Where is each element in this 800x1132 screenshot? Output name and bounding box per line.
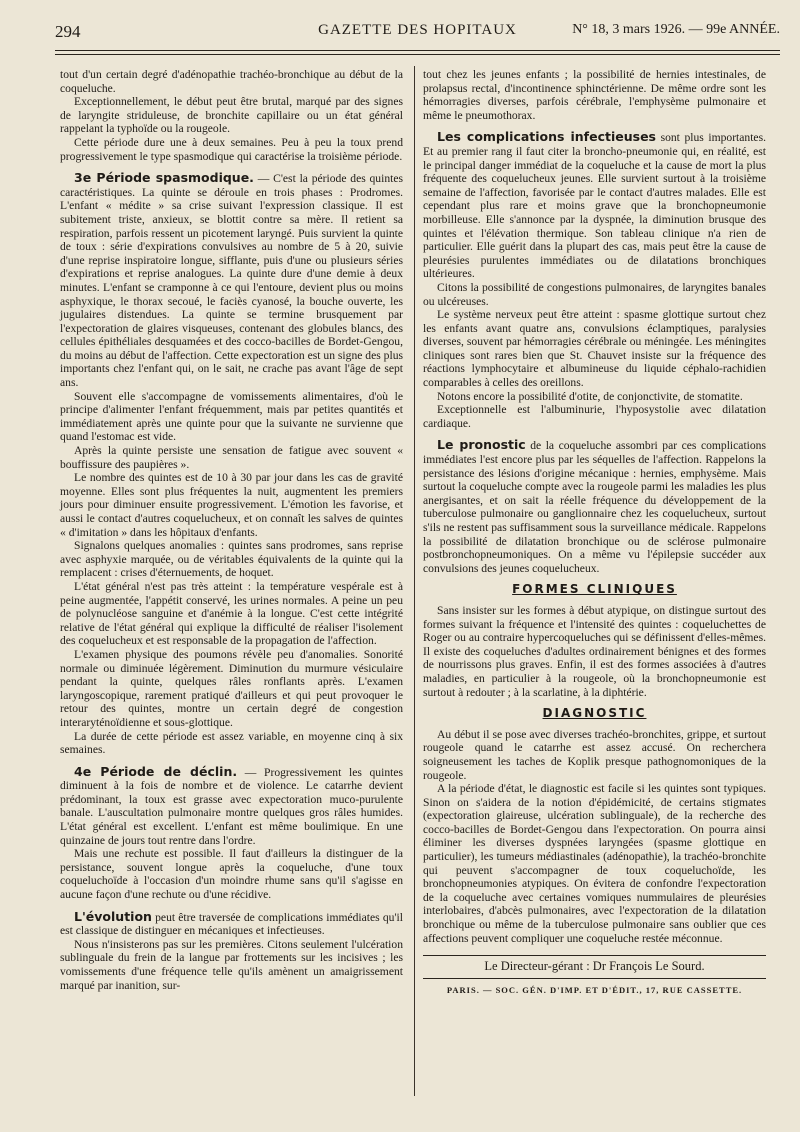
paragraph: Nous n'insisterons pas sur les premières. Citons seulement l'ulcération sublinguale du frein de la langue par frottements sur les incisives ; les vomissements d'une fréquence telle qu'ils amènent un amaigrissement marqué par inanition, sur- xyxy=(60,937,403,992)
paragraph: Souvent elle s'accompagne de vomissements alimentaires, d'où le principe d'alimenter l'enfant fréquemment, mais par petites quantités et immédiatement après une quinte pour que la suivante ne survienne que quand l'estomac est vide. xyxy=(60,389,403,444)
heading-complications: Les complications infectieuses xyxy=(437,129,656,145)
paragraph: Exceptionnelle est l'albuminurie, l'hyposystolie avec dilatation cardiaque. xyxy=(423,403,766,430)
heading-spasmodique: 3e Période spasmodique. xyxy=(74,170,254,186)
header-rule xyxy=(55,50,780,51)
paragraph: Au début il se pose avec diverses trachéo-bronchites, grippe, et surtout rougeole quand le catarrhe est assez accusé. On recherchera soigneusement les taches de Koplik presque pathognomoniques de la rougeole. xyxy=(423,727,766,782)
paragraph: Notons encore la possibilité d'otite, de conjonctivite, de stomatite. xyxy=(437,389,743,403)
footer-rule xyxy=(423,955,766,956)
paragraph xyxy=(423,130,766,281)
paragraph: Exceptionnellement, le début peut être brutal, marqué par des signes de laryngite striduleuse, de bronchite capillaire ou un état général rappelant la typhoïde ou la rougeole. xyxy=(60,95,403,136)
paragraph-text: peut être traversée de complications immédiates qu'il est classique de distinguer en mécaniques et infectieuses. xyxy=(60,910,403,938)
page-number: 294 xyxy=(55,22,81,41)
heading-pronostic: Le pronostic xyxy=(437,437,526,453)
paragraph: tout d'un certain degré d'adénopathie trachéo-bronchique au début de la coqueluche. xyxy=(60,68,403,95)
page-header xyxy=(55,18,780,46)
header-rule-thin xyxy=(55,54,780,55)
paragraph: La durée de cette période est assez variable, en moyenne cinq à six semaines. xyxy=(60,729,403,757)
journal-title: GAZETTE DES HOPITAUX xyxy=(318,22,517,38)
imprint-line: PARIS. — SOC. GÉN. D'IMP. ET D'ÉDIT., 17, RUE CASSETTE. xyxy=(446,984,743,995)
paragraph xyxy=(60,171,403,390)
issue-date: N° 18, 3 mars 1926. — 99e ANNÉE. xyxy=(572,22,780,37)
paragraph: Mais une rechute est possible. Il faut d'ailleurs la distinguer de la persistance, souvent longue après la coqueluche, d'une toux coqueluchoïde à l'occasion d'un moindre rhume sans qu'il s'agisse en aucune façon d'une rechute ou d'une récidive. xyxy=(60,847,403,902)
footer xyxy=(423,955,766,997)
paragraph-text: de la coqueluche assombri par ces complications immédiates l'est encore plus par les séquelles de l'affection. Rappelons la persistance des lésions d'origine mécanique : hernies, emphysème. Mais surtout la coqueluche compte avec la rougeole parmi les maladies les plus anergisantes, et on sait la réelle fréquence du développement de la tuberculose pulmonaire ou ganglionnaire chez les coquelucheux, surtout s'ils ne restent pas suffisamment sous la surveillance médicale. Rappelons la possibilité de dilatation bronchique ou de sclérose pulmonaire postbronchopneumoniques. On a même vu l'épilepsie succéder aux convulsions des jeunes coquelucheux. xyxy=(423,439,766,575)
paragraph-text: — Progressivement les quintes diminuent à la fois de nombre et de violence. Le catarrhe devient prédominant, la toux est grasse avec expectoration muco-purulente banale. L'auscultation pulmonaire montre quelques gros râles humides. L'état général est excellent. L'enfant est même boulimique. En une quinzaine de jours tout rentre dans l'ordre. xyxy=(60,765,403,847)
column-divider xyxy=(414,66,415,1096)
paragraph: Le nombre des quintes est de 10 à 30 par jour dans les cas de gravité moyenne. Elles sont plus fréquentes la nuit, augmentent les premiers jours pour diminuer ensuite progressivement. L'émotion les favorise, et aussi le contact d'autres coquelucheux, et on connaît les salves de quintes « d'imitation » dans les hôpitaux d'enfants. xyxy=(60,471,403,539)
paragraph-text: sont plus importantes. Et au premier rang il faut citer la broncho-pneumonie qui, en réalité, est le principal danger immédiat de la coqueluche et la cause de mort la plus fréquente des coquelucheux jeunes. Elle survient surtout à la troisième semaine de l'affection, favorisée par le contact d'autres malades. Elle est cependant plus rare et moins grave que la bronchopneumonie morbilleuse. Elle s'annonce par la dyspnée, la diminution brusque des quintes et l'élévation thermique. Son tableau clinique n'a rien de particulier. Elle guérit dans la plupart des cas, mais peut être la cause de pleurésies purulentes immédiates ou de dilatations bronchiques ultérieures. xyxy=(423,131,766,281)
heading-declin: 4e Période de déclin. xyxy=(74,763,238,779)
paragraph xyxy=(423,438,766,575)
section-title-formes: FORMES CLINIQUES xyxy=(512,582,677,597)
footer-rule-thin xyxy=(423,978,766,979)
paragraph: Cette période dure une à deux semaines. Peu à peu la toux prend progressivement le type spasmodique qui caractérise la troisième période. xyxy=(60,135,403,163)
right-column xyxy=(423,68,766,997)
left-column xyxy=(60,68,403,992)
paragraph: Signalons quelques anomalies : quintes sans prodromes, sans reprise avec asphyxie marquée, ou de véritables équivalents de la quinte qui la remplacent : crises d'éternuements, de hoquet. xyxy=(60,539,403,580)
director-line: Le Directeur-gérant : Dr François Le Sourd. xyxy=(484,959,705,974)
paragraph: A la période d'état, le diagnostic est facile si les quintes sont typiques. Sinon on s'aidera de la notion d'épidémicité, de certains stigmates (expectoration glaireuse, ulcération sublinguale), de la recherche des cocco-bacilles de Bordet-Gengou dans l'expectoration. On pourra ainsi éliminer les diverses dyspnées laryngées (spasme glottique en particulier), les tumeurs médiastinales (adénopathie), la trachéo-bronchite qui peuvent s'accompagner de toux coqueluchoïde, les bronchopneumonies atypiques. On évitera de confondre l'expectoration de la coqueluche avec certaines vomiques nummulaires de pleurésies interlobaires, d'abcès pulmonaires, avec l'expectoration de la dilatation bronchique ou même de la tuberculose pulmonaire sans oublier que ces affections peuvent compliquer une coqueluche restée méconnue. xyxy=(423,782,766,945)
paragraph-text: — C'est la période des quintes caractéristiques. La quinte se déroule en trois phases : Prodromes. L'enfant « médite » sa crise suivant l'expression classique. Il est subitement triste, anxieux, se blottit contre sa mère. Il retient sa respiration, parfois ressent un picotement laryngé. Puis survient la quinte de toux : série d'expirations convulsives au nombre de 5 à 20, suivie d'une reprise inspiratoire longue, sifflante, puis d'une ou plusieurs séries d'expirations et reprise analogues. La quinte dure d'une demie à deux minutes. L'enfant se cramponne à ce qui l'entoure, devient plus ou moins asphyxique, le thorax secoué, le faciès cyanosé, la bouche ouverte, les jugulaires distendues. La quinte se termine brusquement par l'expectoration de glaires visqueuses, contenant des globules blancs, des cellules épithéliales desquamées et des cocco-bacilles de Bordet-Gengou, du moins au début de l'affection. Cette expectoration est un signe des plus importants chez l'enfant qui, on le sait, ne crache pas avant l'âge de sept ans. xyxy=(60,172,403,390)
paragraph: Après la quinte persiste une sensation de fatigue avec souvent « bouffissure des paupières ». xyxy=(60,444,403,471)
section-title-diagnostic: DIAGNOSTIC xyxy=(542,706,647,721)
paragraph: Citons la possibilité de congestions pulmonaires, de laryngites banales ou ulcéreuses. xyxy=(423,280,766,308)
paragraph: Le système nerveux peut être atteint : spasme glottique surtout chez les enfants avant quatre ans, convulsions éclamptiques, paralysies diverses, souvent par hémorragies cérébrale ou méningée. Les méningites cliniques sont rares bien que St. Chauvet insiste sur la fréquence des réactions lymphocytaire et albumineuse du liquide céphalo-rachidien comparables à celles des oreillons. xyxy=(423,308,766,390)
paragraph: tout chez les jeunes enfants ; la possibilité de hernies intestinales, de prolapsus rectal, d'incontinence sphinctérienne. De même ordre sont les hémorragies diverses, parfois cérébrale, l'emphysème pulmonaire et même le pneumothorax. xyxy=(423,68,766,122)
paragraph xyxy=(60,765,403,848)
paragraph: L'examen physique des poumons révèle peu d'anomalies. Sonorité normale ou diminuée légèrement. Diminution du murmure vésiculaire pendant la quinte, quelques râles ronflants après. L'examen laryngoscopique, rarement pratiqué d'ailleurs et qui peut provoquer le retour des quintes, montre un certain degré de congestion interaryténoïdienne et sous-glottique. xyxy=(60,647,403,729)
paragraph: Sans insister sur les formes à début atypique, on distingue surtout des formes suivant la fréquence et l'intensité des quintes : coqueluchettes de Roger ou au contraire hypercoqueluches qui se définissent d'elles-mêmes. Il existe des coqueluches d'adultes ordinairement bénignes et des formes de nourrissons plus graves. Enfin, il est des formes associées à d'autres maladies, en particulier à la rougeole, où la bronchopneumonie est surtout à redouter ; à la scarlatine, à la diphtérie. xyxy=(423,603,766,699)
paragraph: L'état général n'est pas très atteint : la température vespérale est à peine augmentée, l'appétit conservé, les urines normales. A peine un peu de polynucléose sanguine et d'anémie à la longue. C'est cette intégrité relative de l'état général qui explique la difficulté de réaliser l'isolement des coquelucheux et est responsable de la propagation de l'affection. xyxy=(60,579,403,648)
paragraph xyxy=(60,910,403,938)
heading-evolution: L'évolution xyxy=(74,908,152,924)
